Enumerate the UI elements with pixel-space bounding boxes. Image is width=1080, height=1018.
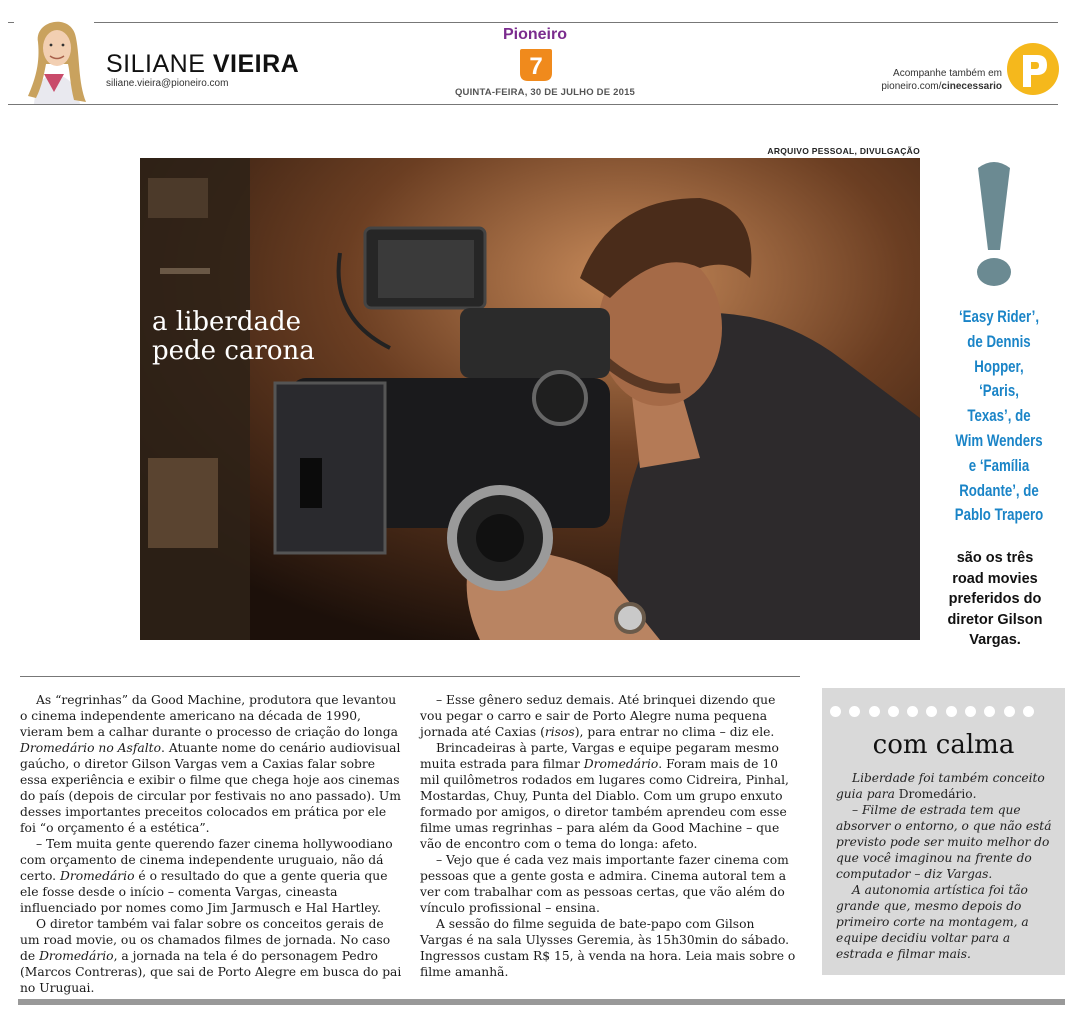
page-bottom-bar	[18, 999, 1065, 1005]
callout-sub-line: road movies	[952, 570, 1038, 587]
brand-seven-logo	[518, 47, 554, 83]
box-paragraph: A autonomia artística foi tão grande que, mesmo depois do primeiro corte na montagem, a equipe decidiu voltar para a estrada e filmar mais.	[836, 883, 1029, 961]
callout-line: e ‘Família	[968, 455, 1030, 475]
article-paragraph: O diretor também vai falar sobre os conceitos gerais de um road movie, ou os chamados filmes de jornada. No caso de Dromedário, a jornada na tela é do personagem Pedro (Marcos Contreras), que sai de Porto Alegre em busca do pai no Uruguai.	[20, 917, 402, 995]
blog-logo-icon[interactable]	[1007, 43, 1059, 95]
edition-date: QUINTA-FEIRA, 30 DE JULHO DE 2015	[454, 87, 636, 98]
promo-text: Acompanhe também em	[893, 68, 1002, 79]
header-bottom-rule	[8, 104, 1058, 105]
brand-name: Pioneiro	[502, 26, 567, 43]
callout-line: Wim Wenders	[955, 430, 1043, 450]
promo-link[interactable]	[850, 81, 1002, 92]
header-top-rule	[8, 22, 1058, 23]
article-paragraph: – Esse gênero seduz demais. Até brinquei dizendo que vou pegar o carro e sair de Porto Alegre numa pequena jornada até Caxias (risos), para entrar no clima – diz ele.	[420, 693, 776, 739]
author-name	[106, 50, 299, 79]
article-top-rule	[20, 676, 800, 677]
author-last-name: VIEIRA	[212, 50, 300, 78]
callout-sub-line: são os três	[956, 550, 1034, 566]
sidebar-box	[822, 688, 1065, 975]
headline-line-2: pede carona	[152, 336, 315, 366]
promo-url-prefix: pioneiro.com/	[881, 81, 942, 92]
photo-credit: ARQUIVO PESSOAL, DIVULGAÇÃO	[767, 146, 920, 156]
callout-sub-line: preferidos do	[948, 591, 1042, 607]
article-column-2	[420, 692, 800, 980]
exclamation-icon	[972, 162, 1016, 288]
callout-subtext	[938, 548, 1052, 651]
promo-url-bold: cinecessario	[941, 81, 1002, 92]
article-paragraph: – Vejo que é cada vez mais importante fazer cinema com pessoas que a gente gosta e admira. Cinema autoral tem a ver com trabalhar com as pessoas certas, que vão além do vínculo profissional – ensina.	[420, 853, 789, 915]
callout-line: ‘Paris,	[979, 381, 1019, 401]
article-paragraph: Brincadeiras à parte, Vargas e equipe pegaram mesmo muita estrada para filmar Dromedário. Foram mais de 10 mil quilômetros rodados em lugares como Cidreira, Pinhal, Mostardas, Chuy, Punta del Diablo. Com um grupo enxuto formado por amigos, o diretor também aprendeu com esse filme umas regrinhas – para além da Good Machine – que vão de encontro com o tema do longa: afeto.	[420, 741, 789, 851]
box-dots-decoration	[830, 704, 1060, 716]
box-paragraph: – Filme de estrada tem que absorver o entorno, o que não está previsto pode ser muito melhor do que você imaginou na frente do computador – diz Vargas.	[836, 803, 1052, 881]
headline	[152, 308, 392, 366]
article-column-1	[20, 692, 402, 996]
article-paragraph: A sessão do filme seguida de bate-papo com Gilson Vargas é na sala Ulysses Geremia, às 15h30min do sábado. Ingressos custam R$ 15, à venda na hora. Leia mais sobre o filme amanhã.	[420, 917, 796, 979]
article-paragraph: As “regrinhas” da Good Machine, produtora que levantou o cinema independente americano na década de 1990, vieram bem a calhar durante o processo de criação do longa Dromedário no Asfalto. Atuante nome do cenário audiovisual gaúcho, o diretor Gilson Vargas vem a Caxias falar sobre essa experiência e exibir o filme que chega hoje aos cinemas do país (depois de circular por festivais no ano passado). Um desses importantes preceitos colocados em prática por ele foi “o orçamento é a estética”.	[20, 693, 401, 835]
callout-sub-line: Vargas.	[969, 632, 1021, 648]
callout-line: Texas’, de	[967, 406, 1031, 426]
feature-photo	[140, 158, 920, 640]
callout-line: Hopper,	[974, 356, 1024, 376]
box-title: com calma	[872, 730, 1015, 760]
callout-line: Rodante’, de	[959, 480, 1039, 500]
article-paragraph: – Tem muita gente querendo fazer cinema hollywoodiano com orçamento de cinema independente uruguaio, não dá certo. Dromedário é o resultado do que a gente queria que ele fosse desde o início – comenta Vargas, cineasta influenciado por nomes como Jim Jarmusch e Hal Hartley.	[20, 837, 393, 915]
author-photo	[14, 12, 94, 104]
box-paragraph: Liberdade foi também conceito guia para Dromedário.	[836, 771, 1045, 801]
author-email[interactable]: siliane.vieira@pioneiro.com	[106, 78, 229, 89]
headline-line-1: a liberdade	[152, 307, 302, 337]
box-text	[836, 770, 1060, 962]
callout-line: de Dennis	[967, 331, 1031, 351]
author-first-name: SILIANE	[106, 50, 206, 78]
callout-line: Pablo Trapero	[954, 505, 1044, 525]
callout-line: ‘Easy Rider’,	[958, 307, 1040, 326]
callout-sub-line: diretor Gilson	[947, 611, 1043, 628]
callout-highlight	[951, 305, 1046, 528]
brand-number: 7	[529, 53, 543, 80]
